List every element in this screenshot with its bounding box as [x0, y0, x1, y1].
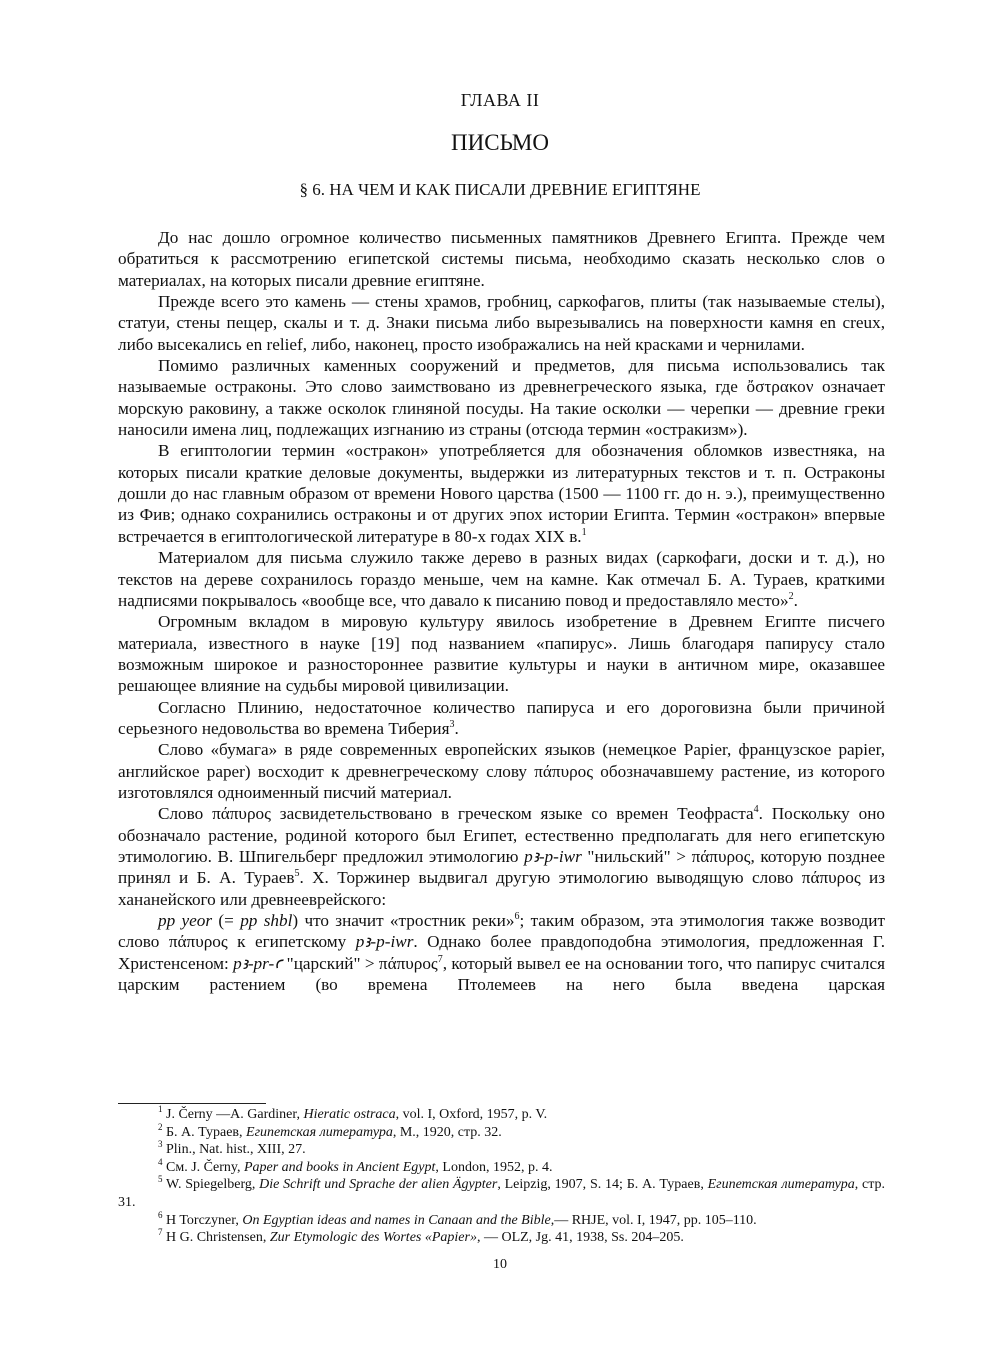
text-run: Материалом для письма служило также дерево в разных видах (саркофаги, доски и т. д.), но текстов на дереве сохранилось гораздо меньше, чем на камне. Как отмечал Б. А. Тураев, краткими надписями покрывалось «вообще все, что давало к писанию повод и предоставляло место»: [118, 548, 885, 610]
text-run: W. Spiegelberg,: [162, 1177, 260, 1193]
footnote-divider: [118, 1103, 266, 1104]
body-text: [118, 227, 885, 995]
text-run: Согласно Плинию, недостаточное количество папируса и его дороговизна были причиной серьезного недовольства во времена Тиберия: [118, 697, 885, 738]
text-run: , М., 1920, стр. 32.: [392, 1124, 502, 1140]
paragraph: [118, 611, 885, 696]
paragraph: [118, 355, 885, 440]
paragraph: [118, 440, 885, 547]
footnote-ref: 4: [158, 1156, 163, 1167]
text-run: Plin., Nat. hist., XIII, 27.: [162, 1142, 306, 1158]
text-run: , стр. 31.: [118, 1177, 885, 1210]
text-run: . Однако более правдоподобна этимология, предложенная Г. Христенсеном:: [118, 932, 886, 973]
footnote: [118, 1141, 885, 1159]
text-run: , vol. I, Oxford, 1957, p. V.: [395, 1107, 548, 1122]
text-run: Помимо различных каменных сооружений и предметов, для письма использовались так называемые остраконы. Это слово заимствовано из древнегреческого языка, где ὄστρακον означает морскую раковину, а также осколок глиняной посуды. На такие осколки — черепки — древние греки наносили имена лиц, подлежащих изгнанию из страны (отсюда термин «остракизм»).: [118, 356, 885, 440]
paragraph: [118, 910, 885, 995]
footnote-ref: 1: [581, 526, 587, 538]
footnote-ref: 6: [158, 1209, 163, 1220]
footnote: [118, 1209, 885, 1230]
text-run: , London, 1952, p. 4.: [435, 1159, 553, 1175]
paragraph: [118, 803, 885, 910]
italic-text: Zur Etymologic des Wortes «Papier»: [269, 1230, 477, 1246]
paragraph: [118, 697, 885, 740]
page-number: 10: [493, 1257, 507, 1272]
footnote-ref: 7: [437, 953, 443, 965]
text-run: "нильский" > πάπυρος, которую позднее принял и Б. А. Тураев: [118, 846, 885, 888]
chapter-heading: ГЛАВА II: [460, 90, 540, 110]
footnote: [118, 1106, 885, 1124]
paragraph: [118, 291, 885, 355]
footnote-ref: 4: [753, 804, 759, 816]
text-run: Огромным вкладом в мировую культуру явилось изобретение в Древнем Египте писчего материала, известного в науке [19] под названием «папирус». Лишь благодаря папирусу стало возможным широкое и разностороннее развитие культуры и науки в античном мире, оказавшее решающее влияние на судьбы мировой цивилизации.: [118, 612, 885, 696]
footnote-ref: 1: [158, 1104, 163, 1114]
text-run: ,— RHJE, vol. I, 1947, pp. 105–110.: [550, 1212, 757, 1228]
text-run: H G. Christensen,: [162, 1230, 270, 1246]
chapter-title: ПИСЬМО: [451, 130, 549, 155]
text-run: См. J. Černy,: [162, 1159, 244, 1175]
italic-text: On Egyptian ideas and names in Canaan and the Bible: [242, 1212, 551, 1228]
text-run: "царский" > πάπυρος: [282, 953, 438, 973]
text-run: (=: [212, 911, 241, 930]
footnote-ref: 3: [449, 718, 455, 730]
footnote-ref: 2: [788, 590, 794, 602]
paragraph: [118, 739, 885, 803]
text-run: В египтологии термин «остракон» употребляется для обозначения обломков известняка, на которых писали краткие деловые документы, выдержки из литературных текстов и т. п. Остраконы дошли до нас главным образом от времени Нового царства (1500 — 1100 гг. до н. э.), преимущественно из Фив; однако сохранились остраконы и от других эпох истории Египта. Термин «остракон» впервые встречается в египтологической литературе в 80-х годах XIX в.: [118, 441, 885, 546]
text-run: .: [454, 718, 459, 738]
text-run: Прежде всего это камень — стены храмов, гробниц, саркофагов, плиты (так называемые стелы), статуи, стены пещер, скалы и т. д. Знаки письма либо вырезывались на поверхности камня en creux, либо высекались en relief, либо, наконец, просто изображались на ней красками и чернилами.: [118, 292, 885, 354]
footnote: [118, 1156, 885, 1177]
text-run: Слово «бумага» в ряде современных европейских языков (немецкое Papier, французское papier, английское paper) восходит к древнегреческому слову πάπυρος обозначавшему растение, из которого изготовлялся одноименный писчий материал.: [118, 740, 885, 802]
italic-text: pꜣ-pr-ꜥ: [233, 953, 283, 973]
section-heading: § 6. НА ЧЕМ И КАК ПИСАЛИ ДРЕВНИЕ ЕГИПТЯНЕ: [299, 180, 701, 199]
footnote-ref: 5: [294, 868, 300, 880]
text-run: ; таким образом, эта этимология также возводит слово πάπυρος к египетскому: [118, 911, 886, 952]
text-run: , — OLZ, Jg. 41, 1938, Ss. 204–205.: [476, 1230, 684, 1246]
footnote-ref: 6: [514, 911, 520, 922]
text-run: ) что значит «тростник реки»: [292, 911, 515, 930]
italic-text: Die Schrift und Sprache der alien Ägypter: [259, 1177, 498, 1193]
text-run: H Torczyner,: [162, 1212, 243, 1228]
footnotes: [118, 1106, 885, 1247]
italic-text: Египетская литература: [246, 1124, 393, 1140]
italic-text: pp yeor: [158, 911, 213, 930]
footnote-ref: 7: [158, 1227, 163, 1238]
footnote-ref: 2: [158, 1121, 163, 1132]
paragraph: [118, 227, 885, 291]
text-run: , который вывел ее на основании того, что папирус считался царским растением (во времена Птолемеев на него была введена царская: [118, 953, 885, 995]
text-run: , Leipzig, 1907, S. 14; Б. А. Тураев,: [497, 1177, 708, 1193]
text-run: Б. А. Тураев,: [162, 1124, 247, 1140]
italic-text: Египетская литература: [707, 1177, 855, 1193]
footnote: [118, 1229, 885, 1247]
text-run: До нас дошло огромное количество письменных памятников Древнего Египта. Прежде чем обратиться к рассмотрению египетской системы письма, необходимо сказать несколько слов о материалах, на которых писали древние египтяне.: [118, 228, 885, 290]
footnote-ref: 5: [158, 1174, 163, 1185]
text-run: .: [793, 590, 798, 610]
paragraph: [118, 547, 885, 611]
text-run: Слово πάπυρος засвидетельствовано в греческом языке со времен Теофраста: [158, 804, 754, 824]
italic-text: Hieratic ostraca: [303, 1107, 396, 1122]
footnote: [118, 1121, 885, 1142]
italic-text: pꜣ-p-iwr: [524, 846, 582, 866]
italic-text: pp shbl: [240, 911, 293, 930]
text-run: . X. Торжинер выдвигал другую этимологию выводящую слово πάπυρος из хананейского или древнееврейского:: [118, 868, 885, 909]
footnote: [118, 1176, 885, 1211]
italic-text: pꜣ-p-iwr: [355, 932, 414, 952]
text-run: J. Černy —A. Gardiner,: [162, 1107, 304, 1122]
italic-text: Paper and books in Ancient Egypt: [243, 1159, 436, 1175]
text-run: . Поскольку оно обозначало растение, родиной которого был Египет, естественно предполагать для него египетскую этимологию. В. Шпигельберг предложил этимологию: [118, 804, 885, 866]
footnote-ref: 3: [158, 1139, 163, 1150]
